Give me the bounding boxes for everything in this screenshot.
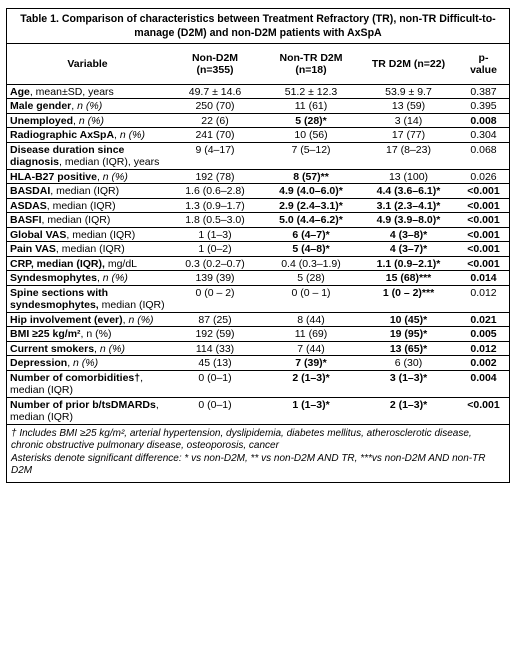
row-label bbox=[7, 397, 167, 424]
value-tr-d2m: 2 (1–3)* bbox=[359, 397, 457, 424]
value-non-tr-d2m: 5 (4–8)* bbox=[262, 242, 359, 257]
row-label-part: , bbox=[94, 342, 100, 355]
row-label-part: n (%) bbox=[99, 342, 125, 355]
value-p: <0.001 bbox=[457, 213, 509, 228]
row-label-part: , median (IQR), years bbox=[59, 156, 160, 168]
row-label bbox=[7, 99, 167, 114]
table-row bbox=[7, 184, 509, 199]
header-row bbox=[7, 44, 509, 84]
header-tr-d2m: TR D2M (n=22) bbox=[371, 58, 446, 70]
row-label-part: , mean±SD, years bbox=[29, 85, 114, 98]
value-tr-d2m: 10 (45)* bbox=[359, 312, 457, 327]
row-label bbox=[7, 198, 167, 213]
row-label-part: ASDAS bbox=[10, 199, 47, 212]
row-label-part: Age bbox=[10, 85, 30, 98]
value-non-d2m: 0.3 (0.2–0.7) bbox=[167, 256, 262, 271]
row-label bbox=[7, 142, 167, 169]
table-row bbox=[7, 242, 509, 257]
row-label-part: CRP, median (IQR), bbox=[10, 257, 105, 270]
row-label-part: Number of comorbidities† bbox=[10, 371, 141, 384]
table-row bbox=[7, 213, 509, 228]
value-tr-d2m: 3 (1–3)* bbox=[359, 370, 457, 397]
row-label-part: Depression bbox=[10, 357, 68, 369]
value-tr-d2m: 19 (95)* bbox=[359, 327, 457, 342]
table-row bbox=[7, 227, 509, 242]
table-row bbox=[7, 99, 509, 114]
table-row bbox=[7, 198, 509, 213]
row-label-part: BASDAI bbox=[10, 185, 51, 197]
row-label-part: , bbox=[96, 272, 103, 284]
value-tr-d2m: 17 (8–23) bbox=[359, 142, 457, 169]
value-non-d2m: 250 (70) bbox=[167, 99, 262, 114]
value-non-d2m: 192 (59) bbox=[167, 327, 262, 342]
row-label-part: , n (%) bbox=[80, 328, 112, 340]
footnotes bbox=[7, 424, 509, 482]
row-label-part: Syndesmophytes bbox=[10, 272, 97, 284]
value-tr-d2m: 15 (68)*** bbox=[359, 271, 457, 286]
footnote-comorbidities: † Includes BMI ≥25 kg/m², arterial hypertension, dyslipidemia, diabetes mellitus, atherosclerotic disease, chronic obstructive pulmonary disease, osteoporosis, cancer bbox=[11, 427, 472, 451]
header-non-tr-d2m bbox=[262, 44, 359, 84]
value-non-d2m: 241 (70) bbox=[167, 128, 262, 143]
value-p: 0.012 bbox=[457, 285, 509, 312]
row-label-part: , bbox=[96, 170, 103, 183]
header-non-tr-line1: Non-TR D2M bbox=[279, 51, 343, 64]
table-row bbox=[7, 256, 509, 271]
row-label-part: Number of prior b/tsDMARDs bbox=[10, 398, 156, 411]
row-label-part: , median (IQR) bbox=[66, 228, 136, 241]
row-label bbox=[7, 285, 167, 312]
value-tr-d2m: 4 (3–8)* bbox=[359, 227, 457, 242]
row-label-part: Unemployed bbox=[10, 114, 74, 127]
header-p-value bbox=[457, 44, 509, 84]
value-p: 0.002 bbox=[457, 356, 509, 371]
value-non-d2m: 49.7 ± 14.6 bbox=[167, 84, 262, 99]
value-non-d2m: 45 (13) bbox=[167, 356, 262, 371]
row-label-part: , bbox=[71, 100, 78, 112]
value-non-d2m: 1 (0–2) bbox=[167, 242, 262, 257]
row-label-part: mg/dL bbox=[104, 257, 138, 270]
row-label-part: HLA-B27 positive bbox=[10, 170, 97, 183]
row-label-part: , bbox=[73, 114, 79, 127]
footnote-asterisks: Asterisks denote significant difference: * vs non-D2M, ** vs non-D2M AND TR, ***vs non-D2M AND non-TR D2M bbox=[11, 452, 486, 476]
row-label-part: Global VAS bbox=[10, 228, 67, 241]
row-label-part: BMI ≥25 kg/m² bbox=[10, 328, 81, 340]
row-label-part: , median (IQR) bbox=[10, 371, 144, 396]
row-label bbox=[7, 169, 167, 184]
row-label-part: median (IQR) bbox=[98, 299, 165, 311]
row-label-part: , median (IQR) bbox=[41, 214, 111, 226]
row-label-part: , median (IQR) bbox=[50, 185, 120, 197]
value-p: 0.021 bbox=[457, 312, 509, 327]
value-p: 0.004 bbox=[457, 370, 509, 397]
value-non-tr-d2m: 4.9 (4.0–6.0)* bbox=[262, 184, 359, 199]
value-non-d2m: 1.8 (0.5–3.0) bbox=[167, 213, 262, 228]
row-label-part: Current smokers bbox=[10, 342, 95, 355]
table-row bbox=[7, 285, 509, 312]
value-non-tr-d2m: 2.9 (2.4–3.1)* bbox=[262, 198, 359, 213]
value-p: 0.304 bbox=[457, 128, 509, 143]
value-non-tr-d2m: 2 (1–3)* bbox=[262, 370, 359, 397]
value-non-d2m: 1 (1–3) bbox=[167, 227, 262, 242]
value-non-tr-d2m: 11 (69) bbox=[262, 327, 359, 342]
row-label bbox=[7, 271, 167, 286]
value-tr-d2m: 6 (30) bbox=[359, 356, 457, 371]
table-row bbox=[7, 356, 509, 371]
value-p: <0.001 bbox=[457, 397, 509, 424]
row-label bbox=[7, 128, 167, 143]
value-tr-d2m: 3 (14) bbox=[359, 113, 457, 128]
row-label-part: Hip involvement (ever) bbox=[10, 313, 123, 326]
value-non-tr-d2m: 6 (4–7)* bbox=[262, 227, 359, 242]
row-label-part: n (%) bbox=[102, 170, 128, 183]
row-label-part: , bbox=[114, 129, 120, 141]
header-variable: Variable bbox=[67, 58, 108, 70]
row-label-part: , median (IQR) bbox=[55, 243, 125, 255]
row-label-part: , median (IQR) bbox=[10, 398, 159, 423]
row-label bbox=[7, 256, 167, 271]
row-label-part: n (%) bbox=[128, 313, 154, 326]
value-tr-d2m: 4.4 (3.6–6.1)* bbox=[359, 184, 457, 199]
value-non-tr-d2m: 7 (5–12) bbox=[262, 142, 359, 169]
data-table bbox=[7, 44, 509, 424]
row-label-part: n (%) bbox=[77, 100, 103, 112]
value-p: 0.068 bbox=[457, 142, 509, 169]
header-non-d2m-line1: Non-D2M bbox=[191, 51, 239, 64]
value-non-d2m: 0 (0–1) bbox=[167, 397, 262, 424]
value-non-d2m: 0 (0 – 2) bbox=[167, 285, 262, 312]
table-container bbox=[6, 8, 510, 483]
value-p: <0.001 bbox=[457, 256, 509, 271]
row-label-part: Pain VAS bbox=[10, 243, 56, 255]
value-tr-d2m: 13 (100) bbox=[359, 169, 457, 184]
value-p: <0.001 bbox=[457, 184, 509, 199]
value-p: 0.005 bbox=[457, 327, 509, 342]
value-p: 0.387 bbox=[457, 84, 509, 99]
row-label bbox=[7, 113, 167, 128]
value-non-tr-d2m: 5.0 (4.4–6.2)* bbox=[262, 213, 359, 228]
row-label bbox=[7, 184, 167, 199]
table-row bbox=[7, 397, 509, 424]
row-label bbox=[7, 312, 167, 327]
value-non-d2m: 87 (25) bbox=[167, 312, 262, 327]
row-label bbox=[7, 327, 167, 342]
value-tr-d2m: 4.9 (3.9–8.0)* bbox=[359, 213, 457, 228]
header-non-tr-line2: (n=18) bbox=[295, 64, 327, 77]
value-non-tr-d2m: 11 (61) bbox=[262, 99, 359, 114]
value-p: 0.395 bbox=[457, 99, 509, 114]
value-non-tr-d2m: 7 (39)* bbox=[262, 356, 359, 371]
value-non-d2m: 114 (33) bbox=[167, 341, 262, 356]
value-non-tr-d2m: 51.2 ± 12.3 bbox=[262, 84, 359, 99]
value-non-d2m: 192 (78) bbox=[167, 169, 262, 184]
value-tr-d2m: 3.1 (2.3–4.1)* bbox=[359, 198, 457, 213]
table-row bbox=[7, 142, 509, 169]
table-row bbox=[7, 370, 509, 397]
row-label bbox=[7, 227, 167, 242]
value-tr-d2m: 13 (59) bbox=[359, 99, 457, 114]
value-non-d2m: 1.6 (0.6–2.8) bbox=[167, 184, 262, 199]
header-p-line2: value bbox=[470, 64, 497, 77]
value-non-tr-d2m: 8 (44) bbox=[262, 312, 359, 327]
row-label bbox=[7, 356, 167, 371]
row-label bbox=[7, 84, 167, 99]
value-non-tr-d2m: 10 (56) bbox=[262, 128, 359, 143]
value-non-d2m: 22 (6) bbox=[167, 113, 262, 128]
row-label bbox=[7, 242, 167, 257]
table-row bbox=[7, 312, 509, 327]
value-non-tr-d2m: 5 (28) bbox=[262, 271, 359, 286]
header-non-d2m-line2: (n=355) bbox=[196, 64, 234, 77]
row-label-part: , bbox=[67, 357, 74, 369]
value-non-d2m: 0 (0–1) bbox=[167, 370, 262, 397]
value-tr-d2m: 1 (0 – 2)*** bbox=[359, 285, 457, 312]
table-row bbox=[7, 113, 509, 128]
value-non-tr-d2m: 5 (28)* bbox=[262, 113, 359, 128]
row-label-part: n (%) bbox=[102, 272, 128, 284]
table-row bbox=[7, 327, 509, 342]
value-tr-d2m: 13 (65)* bbox=[359, 341, 457, 356]
value-non-tr-d2m: 7 (44) bbox=[262, 341, 359, 356]
table-row bbox=[7, 271, 509, 286]
row-label-part: n (%) bbox=[73, 357, 99, 369]
row-label bbox=[7, 213, 167, 228]
table-row bbox=[7, 84, 509, 99]
table-title: Table 1. Comparison of characteristics between Treatment Refractory (TR), non-TR Difficult-to-manage (D2M) and non-D2M patients with AxSpA bbox=[7, 9, 509, 44]
table-row bbox=[7, 341, 509, 356]
row-label-part: Male gender bbox=[10, 100, 72, 112]
value-p: 0.014 bbox=[457, 271, 509, 286]
row-label-part: n (%) bbox=[78, 114, 104, 127]
row-label-part: , median (IQR) bbox=[46, 199, 116, 212]
table-row bbox=[7, 128, 509, 143]
value-p: 0.012 bbox=[457, 341, 509, 356]
value-non-d2m: 139 (39) bbox=[167, 271, 262, 286]
header-non-d2m bbox=[167, 44, 262, 84]
table-row bbox=[7, 169, 509, 184]
value-p: <0.001 bbox=[457, 242, 509, 257]
row-label bbox=[7, 341, 167, 356]
row-label bbox=[7, 370, 167, 397]
value-p: <0.001 bbox=[457, 198, 509, 213]
value-non-tr-d2m: 8 (57)** bbox=[262, 169, 359, 184]
value-non-tr-d2m: 0.4 (0.3–1.9) bbox=[262, 256, 359, 271]
row-label-part: BASFI bbox=[10, 214, 42, 226]
value-p: <0.001 bbox=[457, 227, 509, 242]
row-label-part: , bbox=[122, 313, 129, 326]
value-tr-d2m: 53.9 ± 9.7 bbox=[359, 84, 457, 99]
value-p: 0.008 bbox=[457, 113, 509, 128]
row-label-part: Radiographic AxSpA bbox=[10, 129, 115, 141]
row-label-part: Disease duration since diagnosis bbox=[10, 143, 125, 168]
value-non-tr-d2m: 0 (0 – 1) bbox=[262, 285, 359, 312]
value-non-d2m: 1.3 (0.9–1.7) bbox=[167, 198, 262, 213]
value-p: 0.026 bbox=[457, 169, 509, 184]
value-tr-d2m: 17 (77) bbox=[359, 128, 457, 143]
row-label-part: n (%) bbox=[119, 129, 145, 141]
value-non-tr-d2m: 1 (1–3)* bbox=[262, 397, 359, 424]
header-p-line1: p- bbox=[478, 51, 489, 64]
value-tr-d2m: 1.1 (0.9–2.1)* bbox=[359, 256, 457, 271]
value-tr-d2m: 4 (3–7)* bbox=[359, 242, 457, 257]
value-non-d2m: 9 (4–17) bbox=[167, 142, 262, 169]
row-label-part: Spine sections with syndesmophytes, bbox=[10, 286, 109, 311]
